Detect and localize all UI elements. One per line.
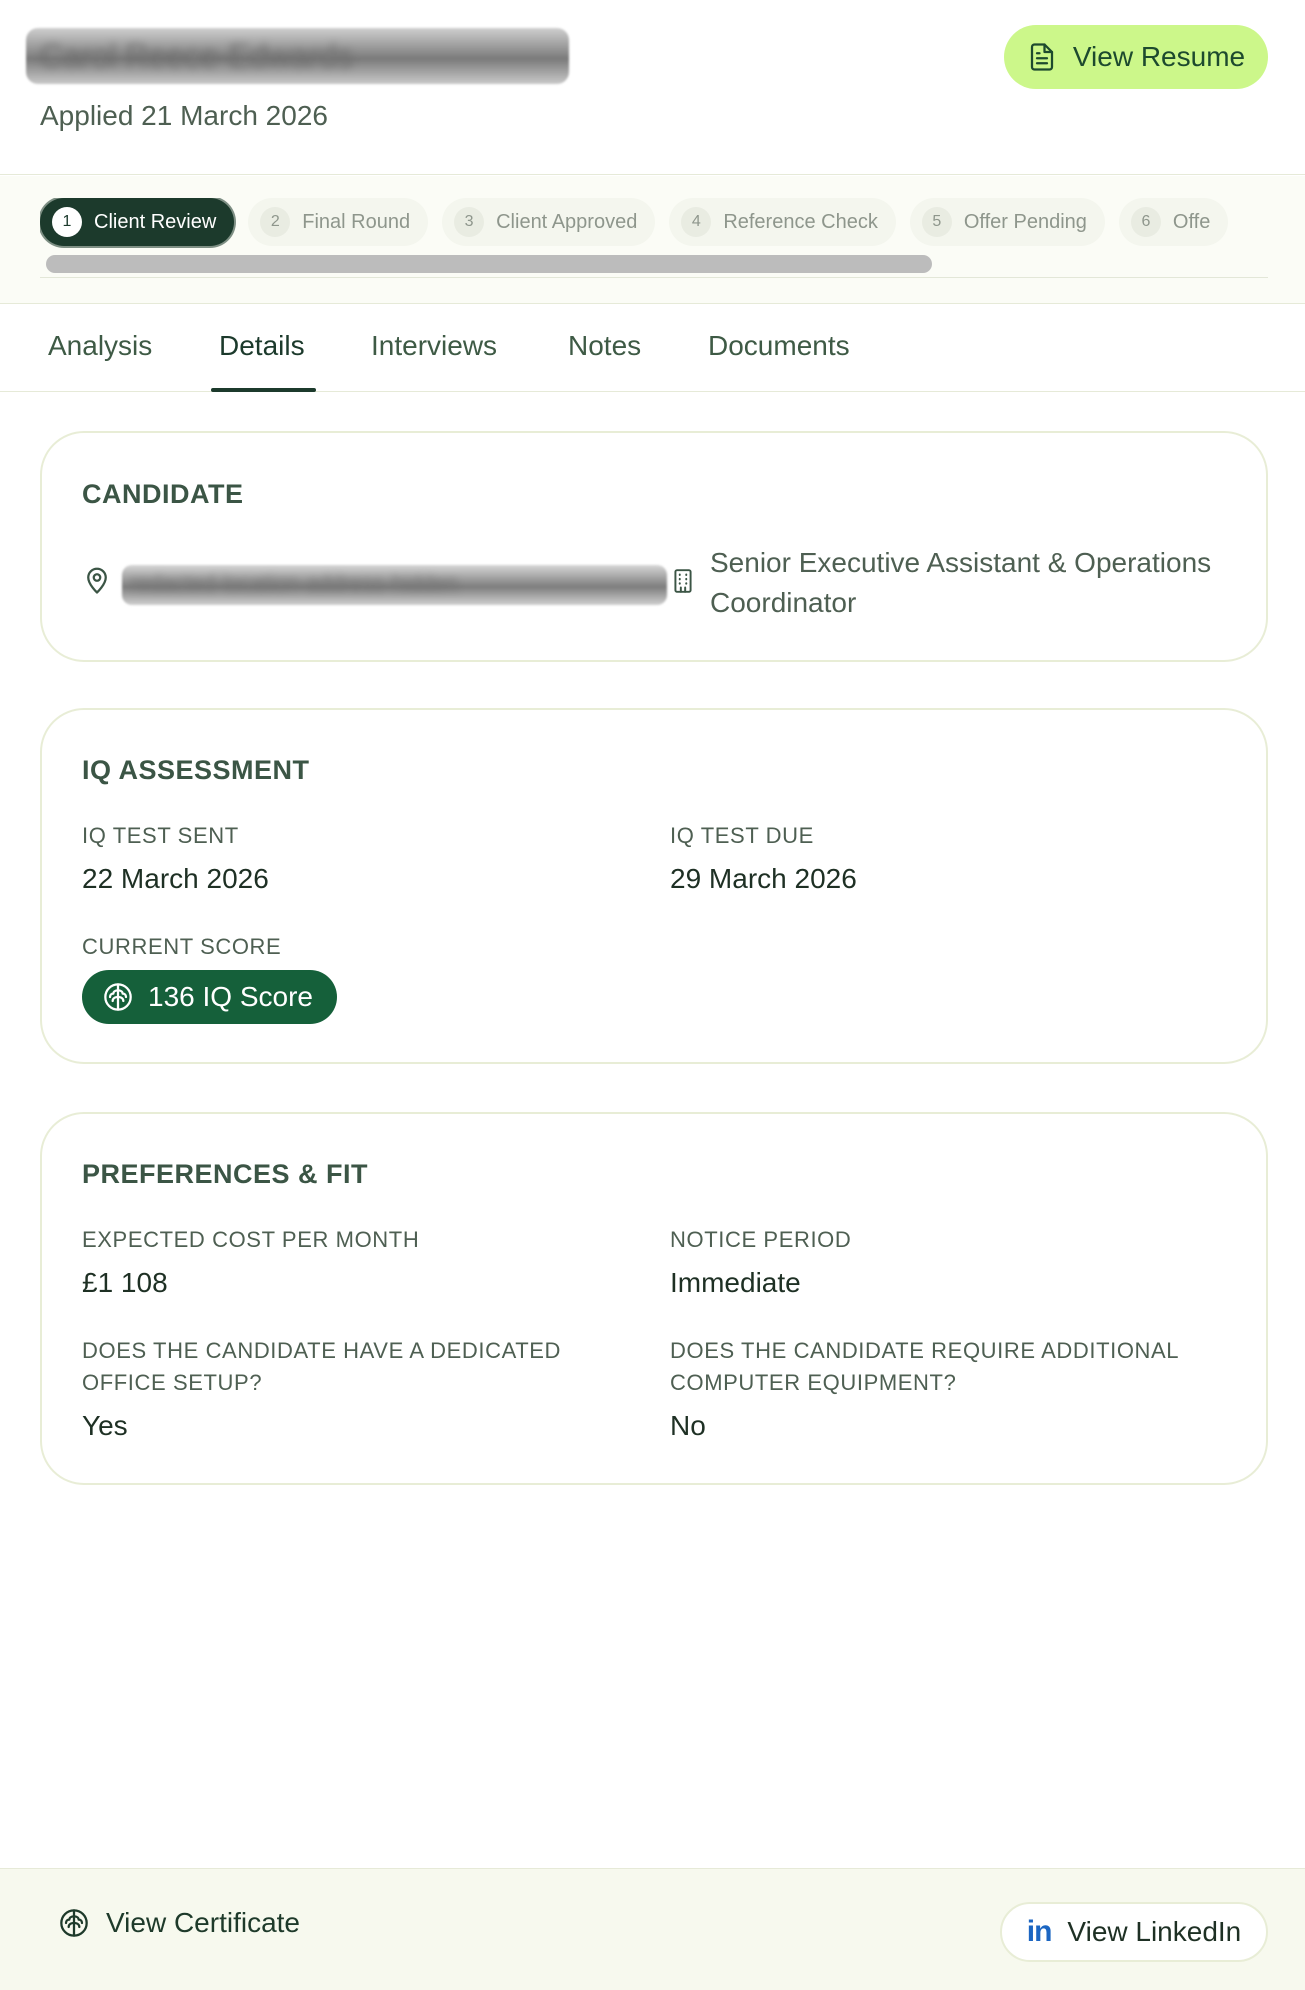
cost-value: £1 108 <box>82 1267 168 1298</box>
stage-final-round[interactable] <box>248 198 428 246</box>
view-linkedin-label: View LinkedIn <box>1067 1916 1242 1947</box>
iq-card-title: IQ ASSESSMENT <box>82 755 310 785</box>
iq-due-value: 29 March 2026 <box>670 863 857 894</box>
stage-client-review[interactable] <box>40 198 234 246</box>
stage-number: 1 <box>52 207 82 237</box>
footer-bar <box>0 1868 1305 1990</box>
candidate-location: redacted-location-address-hidden <box>130 571 458 596</box>
iq-score-badge <box>82 970 337 1024</box>
detail-tabs <box>0 304 1305 392</box>
stage-number: 5 <box>922 207 952 237</box>
view-resume-label: View Resume <box>1072 41 1246 72</box>
candidate-name-redacted <box>26 28 569 84</box>
view-linkedin-button[interactable] <box>1000 1902 1268 1962</box>
stage-number: 4 <box>681 207 711 237</box>
location-pin-icon <box>82 565 112 595</box>
candidate-name: Carol Reece-Edwards <box>40 38 354 74</box>
stage-label: Client Approved <box>496 210 638 233</box>
candidate-card-title: CANDIDATE <box>82 479 244 509</box>
stage-label: Reference Check <box>723 210 878 233</box>
brain-icon <box>58 1907 90 1939</box>
stage-number: 6 <box>1131 207 1161 237</box>
tab-details[interactable]: Details <box>219 330 305 361</box>
stage-reference-check[interactable] <box>669 198 896 246</box>
stage-client-approved[interactable] <box>442 198 655 246</box>
stage-pipeline <box>0 176 1305 304</box>
candidate-role: Senior Executive Assistant & Operations Coordinator <box>710 547 1212 618</box>
view-certificate-label: View Certificate <box>106 1907 301 1938</box>
stage-label: Client Review <box>94 210 217 233</box>
location-redacted <box>122 565 667 605</box>
iq-due-label: IQ TEST DUE <box>670 823 814 848</box>
view-certificate-button[interactable] <box>58 1907 300 1939</box>
iq-score-value: 136 IQ Score <box>148 981 313 1012</box>
equipment-label: DOES THE CANDIDATE REQUIRE ADDITIONAL COMPUTER EQUIPMENT? <box>670 1338 1179 1395</box>
document-icon <box>1027 42 1057 72</box>
equipment-value: No <box>670 1410 706 1441</box>
stage-scrollbar[interactable] <box>46 255 932 273</box>
iq-assessment-card <box>40 708 1268 1064</box>
stage-scroll-area[interactable] <box>40 198 1268 254</box>
preferences-card-title: PREFERENCES & FIT <box>82 1159 369 1189</box>
candidate-card <box>40 431 1268 662</box>
stage-label: Offer Pending <box>963 210 1087 233</box>
tab-interviews[interactable]: Interviews <box>371 330 498 361</box>
iq-sent-value: 22 March 2026 <box>82 863 269 894</box>
notice-label: NOTICE PERIOD <box>670 1227 852 1252</box>
stage-number: 3 <box>454 207 484 237</box>
building-icon <box>670 567 696 595</box>
stage-offer-pending[interactable] <box>910 198 1105 246</box>
stage-offer[interactable] <box>1119 198 1228 246</box>
tab-documents[interactable]: Documents <box>708 330 850 361</box>
office-setup-label: DOES THE CANDIDATE HAVE A DEDICATED OFFICE SETUP? <box>82 1338 562 1395</box>
stage-number: 2 <box>260 207 290 237</box>
linkedin-icon: in <box>1026 1915 1052 1948</box>
iq-sent-label: IQ TEST SENT <box>82 823 239 848</box>
preferences-card <box>40 1112 1268 1485</box>
brain-icon <box>102 981 134 1013</box>
cost-label: EXPECTED COST PER MONTH <box>82 1227 420 1252</box>
tab-notes[interactable]: Notes <box>568 330 642 361</box>
notice-value: Immediate <box>670 1267 801 1298</box>
candidate-header <box>0 0 1305 175</box>
stage-label: Offe <box>1172 210 1211 233</box>
view-resume-button[interactable] <box>1004 25 1268 89</box>
stage-divider <box>40 277 1268 278</box>
iq-score-label: CURRENT SCORE <box>82 934 282 959</box>
office-setup-value: Yes <box>82 1410 128 1441</box>
tab-analysis[interactable]: Analysis <box>48 330 153 361</box>
applied-date: Applied 21 March 2026 <box>40 100 328 131</box>
stage-label: Final Round <box>302 210 411 233</box>
active-tab-indicator <box>211 388 316 392</box>
